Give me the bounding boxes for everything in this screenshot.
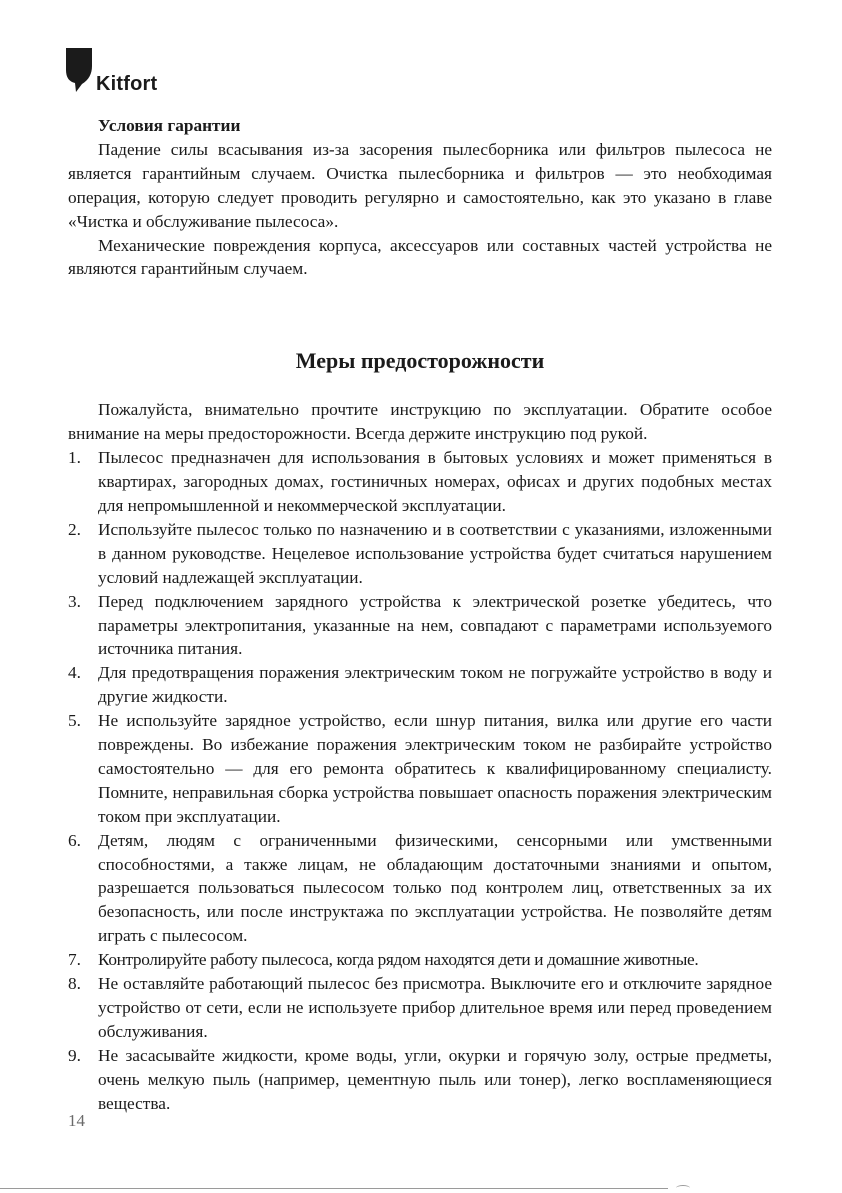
brand-name: Kitfort bbox=[96, 73, 158, 95]
list-item-text: Перед подключением зарядного устройства к электрической розетке убедитесь, что параметры электропитания, указанные на нем, совпадают с параметрами используемого источника питания. bbox=[98, 591, 772, 659]
list-item-number: 3. bbox=[68, 591, 81, 611]
precautions-list bbox=[68, 446, 772, 1115]
list-item-text: Детям, людям с ограниченными физическими, сенсорными или умственными способностями, а также лицам, не обладающим достаточными знаниями и опытом, разрешается пользоваться пылесосом только под контролем лиц, ответственных за их безопасность, или после инструктажа по эксплуатации устройства. Не позволяйте детям играть с пылесосом. bbox=[98, 830, 772, 946]
list-item-text: Не используйте зарядное устройство, если шнур питания, вилка или другие его части повреждены. Во избежание поражения электрическим током не разбирайте устройство самостоятельно — для его ремонта обратитесь к квалифицированному специалисту. Помните, неправильная сборка устройства повышает опасность поражения электрическим током при эксплуатации. bbox=[98, 711, 772, 826]
list-item bbox=[68, 1044, 772, 1116]
list-item-number: 6. bbox=[68, 830, 81, 850]
kitfort-logo-mark-icon bbox=[66, 48, 92, 92]
list-item-number: 2. bbox=[68, 519, 81, 539]
page-number: 14 bbox=[68, 1111, 85, 1130]
list-item-text: Контролируйте работу пылесоса, когда рядом находятся дети и домашние животные. bbox=[98, 950, 699, 970]
list-item bbox=[68, 829, 772, 949]
section-title: Меры предосторожности bbox=[295, 348, 545, 374]
list-item bbox=[68, 709, 772, 829]
page-content bbox=[68, 114, 772, 1116]
list-item-number: 1. bbox=[68, 448, 81, 468]
list-item-text: Не оставляйте работающий пылесос без присмотра. Выключите его и отключите зарядное устройство от сети, если не используете прибор длительное время или перед проведением обслуживания. bbox=[98, 974, 772, 1041]
list-item-number: 5. bbox=[68, 711, 81, 731]
list-item bbox=[68, 518, 772, 590]
list-item-number: 8. bbox=[68, 974, 81, 994]
crop-mark bbox=[676, 1185, 690, 1191]
list-item bbox=[68, 590, 772, 662]
list-item-text: Для предотвращения поражения электрическим током не погружайте устройство в воду и другие жидкости. bbox=[98, 663, 772, 707]
warranty-paragraph: Механические повреждения корпуса, аксессуаров или составных частей устройства не являются гарантийным случаем. bbox=[68, 235, 772, 279]
list-item bbox=[68, 446, 772, 518]
list-item bbox=[68, 972, 772, 1044]
bottom-divider bbox=[0, 1188, 668, 1189]
list-item bbox=[68, 948, 772, 972]
warranty-heading: Условия гарантии bbox=[98, 116, 241, 135]
precautions-intro: Пожалуйста, внимательно прочтите инструкцию по эксплуатации. Обратите особое внимание на меры предосторожности. Всегда держите инструкцию под рукой. bbox=[68, 400, 772, 444]
brand-logo bbox=[66, 48, 186, 100]
list-item-number: 4. bbox=[68, 663, 81, 683]
list-item-number: 7. bbox=[68, 950, 81, 970]
warranty-paragraph: Падение силы всасывания из-за засорения пылесборника или фильтров пылесоса не является гарантийным случаем. Очистка пылесборника и фильтров — это необходимая операция, которую следует проводить регулярно и самостоятельно, как это указано в главе «Чистка и обслуживание пылесоса». bbox=[68, 139, 772, 231]
list-item-text: Используйте пылесос только по назначению и в соответствии с указаниями, изложенными в данном руководстве. Нецелевое использование устройства будет считаться нарушением условий надлежащей эксплуатации. bbox=[98, 519, 772, 587]
list-item-text: Пылесос предназначен для использования в бытовых условиях и может применяться в квартирах, загородных домах, гостиничных номерах, офисах и других подобных местах для непромышленной и некоммерческой эксплуатации. bbox=[98, 448, 772, 515]
list-item bbox=[68, 661, 772, 709]
list-item-number: 9. bbox=[68, 1045, 81, 1065]
list-item-text: Не засасывайте жидкости, кроме воды, угли, окурки и горячую золу, острые предметы, очень мелкую пыль (например, цементную пыль или тонер), легко воспламеняющиеся вещества. bbox=[98, 1045, 772, 1113]
